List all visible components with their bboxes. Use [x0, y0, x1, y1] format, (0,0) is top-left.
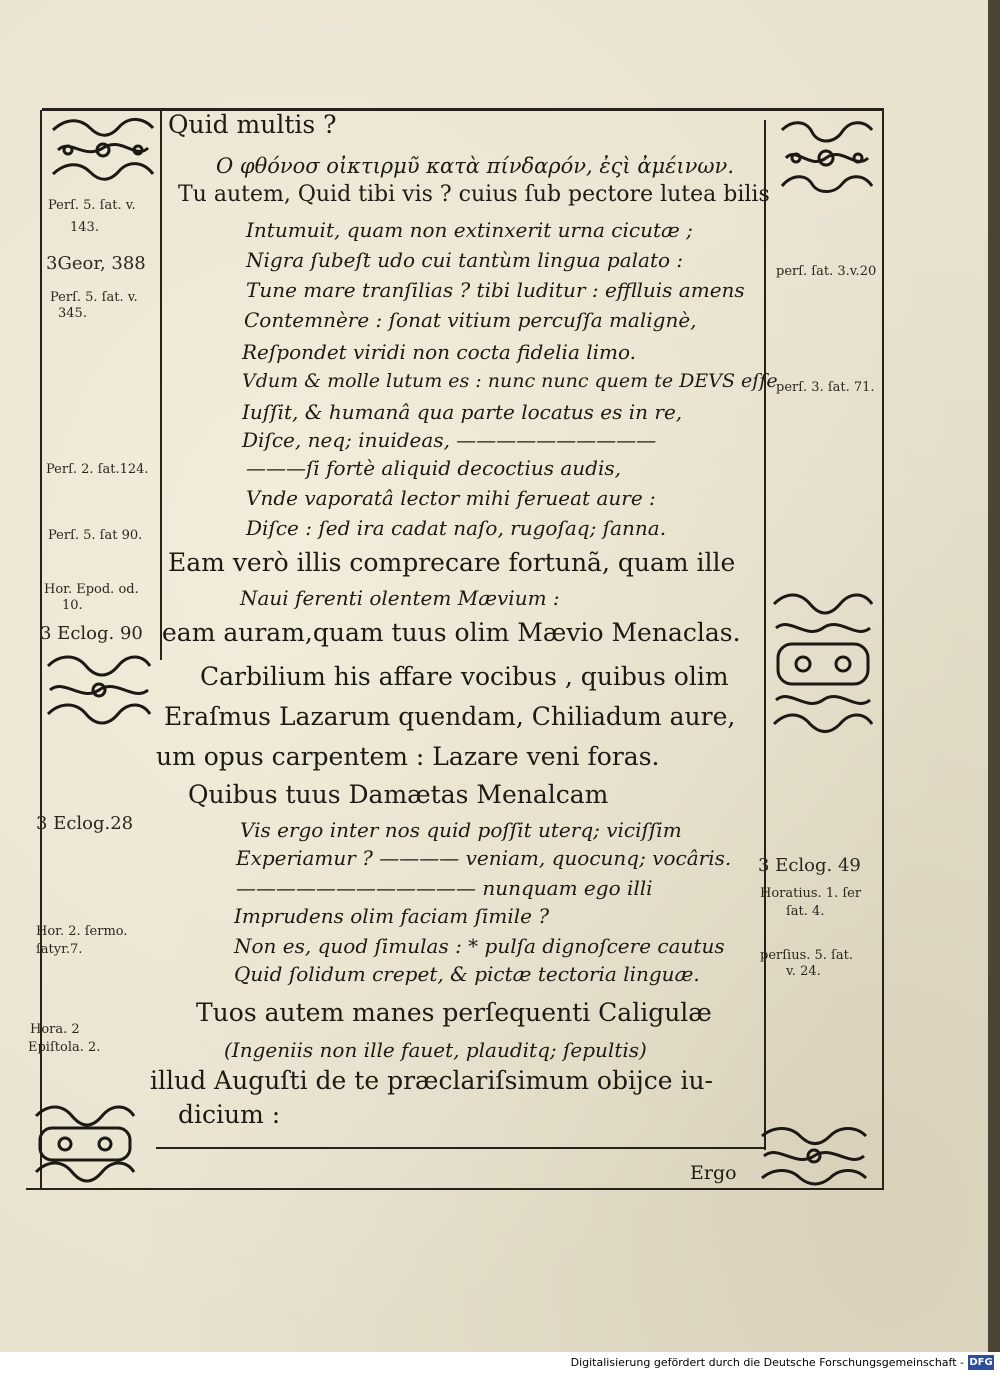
dfg-logo: DFG — [969, 1357, 993, 1368]
text-line: Diſce, neq; inuideas, —————————— — [242, 428, 657, 452]
text-line: Contemnère : ſonat vitium percuſſa malignè, — [244, 308, 697, 332]
ornament-bottom-right — [756, 1126, 872, 1186]
text-line: dicium : — [178, 1100, 281, 1129]
text-line: Nigra ſubeſt udo cui tantùm lingua palato : — [246, 248, 684, 272]
left-note: Perſ. 2. ſat.124. — [46, 462, 149, 477]
text-line: Quid ſolidum crepet, & pictæ tectoria linguæ. — [234, 962, 700, 986]
left-note: 3 Eclog. 90 — [40, 623, 143, 644]
left-note: 143. — [70, 220, 99, 235]
ornament-mid-right — [768, 592, 878, 734]
text-line: Tune mare tranſilias ? tibi luditur : efflluis amens — [246, 278, 745, 302]
bottom-rule — [26, 1188, 884, 1190]
text-line: Eraſmus Lazarum quendam, Chiliadum aure, — [164, 702, 736, 731]
footer-text: Digitalisierung gefördert durch die Deutsche Forschungsgemeinschaft - — [570, 1356, 964, 1369]
text-line: eam auram,quam tuus olim Mævio Menaclas. — [162, 618, 741, 647]
text-line: Intumuit, quam non extinxerit urna cicutæ ; — [246, 218, 693, 242]
text-line: (Ingeniis non ille fauet, plauditq; ſepultis) — [224, 1038, 647, 1062]
left-note: Hora. 2 — [30, 1022, 80, 1037]
right-note: v. 24. — [786, 964, 821, 979]
left-note: Perſ. 5. ſat 90. — [48, 528, 143, 543]
left-note: 10. — [62, 598, 83, 613]
text-line: Eam verò illis comprecare fortunã, quam ille — [168, 548, 736, 577]
left-note: Perſ. 5. ſat. v. — [50, 290, 138, 305]
text-line: Vdum & molle lutum es : nunc nunc quem te DEVS eſſe — [242, 370, 778, 392]
right-note: Horatius. 1. ſer — [760, 886, 862, 901]
ornament-top-left — [48, 116, 158, 188]
text-line: Vnde vaporatâ lector mihi ferueat aure : — [246, 486, 656, 510]
left-note: 3Geor, 388 — [46, 253, 146, 274]
text-line: ———————————— nunquam ego illi — [236, 876, 653, 900]
right-note: perſ. ſat. 3.v.20 — [776, 264, 877, 279]
text-line: Experiamur ? ———— veniam, quocunq; vocâris. — [236, 846, 732, 870]
text-line: ———ſi fortè aliquid decoctius audis, — [246, 456, 621, 480]
right-note: ſat. 4. — [786, 904, 825, 919]
left-note: Hor. 2. ſermo. — [36, 924, 128, 939]
text-line: Iuſſit, & humanâ qua parte locatus es in re, — [242, 400, 683, 424]
right-note: perſ. 3. ſat. 71. — [776, 380, 875, 395]
right-note: 3 Eclog. 49 — [758, 855, 861, 876]
text-line: Imprudens olim faciam ſimile ? — [234, 904, 550, 928]
text-line: Non es, quod ſimulas : * pulſa dignoſcere cautus — [234, 934, 725, 958]
left-note: 345. — [58, 306, 87, 321]
left-note: 3 Eclog.28 — [36, 813, 134, 834]
text-line: um opus carpentem : Lazare veni foras. — [156, 742, 660, 771]
catchword: Ergo — [690, 1162, 737, 1184]
text-line: Carbilium his affare vocibus , quibus olim — [200, 662, 729, 691]
left-note: Perſ. 5. ſat. v. — [48, 198, 136, 213]
left-note: Epiſtola. 2. — [28, 1040, 101, 1055]
text-line: Quibus tuus Damætas Menalcam — [188, 780, 609, 809]
text-line: illud Auguſti de te præclariſsimum obijce iu- — [150, 1066, 714, 1095]
text-line: Tuos autem manes perſequenti Caligulæ — [196, 998, 712, 1027]
ornament-bottom-left — [30, 1104, 140, 1184]
ornament-mid-left — [42, 654, 156, 726]
text-line: Vis ergo inter nos quid poſſit uterq; viciſſim — [240, 818, 682, 842]
text-line: Ο φθόνοσ οἰκτιρμῦ κατὰ πίνδαρόν, ἐςὶ ἀμέινων. — [216, 154, 734, 178]
ornament-top-right — [776, 120, 878, 196]
text-line: Diſce : ſed ira cadat naſo, rugoſaq; ſanna. — [246, 516, 667, 540]
footer-bar — [0, 1352, 1000, 1374]
right-inner-rule — [764, 120, 766, 1150]
left-note: Hor. Epod. od. — [44, 582, 139, 597]
left-note: ſatyr.7. — [36, 942, 83, 957]
text-line: Tu autem, Quid tibi vis ? cuius ſub pectore lutea bilis — [178, 182, 770, 207]
page-edge — [988, 0, 1000, 1352]
left-inner-rule — [160, 110, 162, 660]
right-outer-rule — [882, 110, 884, 1190]
text-line: Naui ferenti olentem Mævium : — [240, 586, 560, 610]
text-line: Quid multis ? — [168, 110, 337, 139]
right-note: perſius. 5. ſat. — [760, 948, 853, 963]
text-bottom-rule — [156, 1147, 766, 1149]
text-line: Reſpondet viridi non cocta fidelia limo. — [242, 340, 637, 364]
